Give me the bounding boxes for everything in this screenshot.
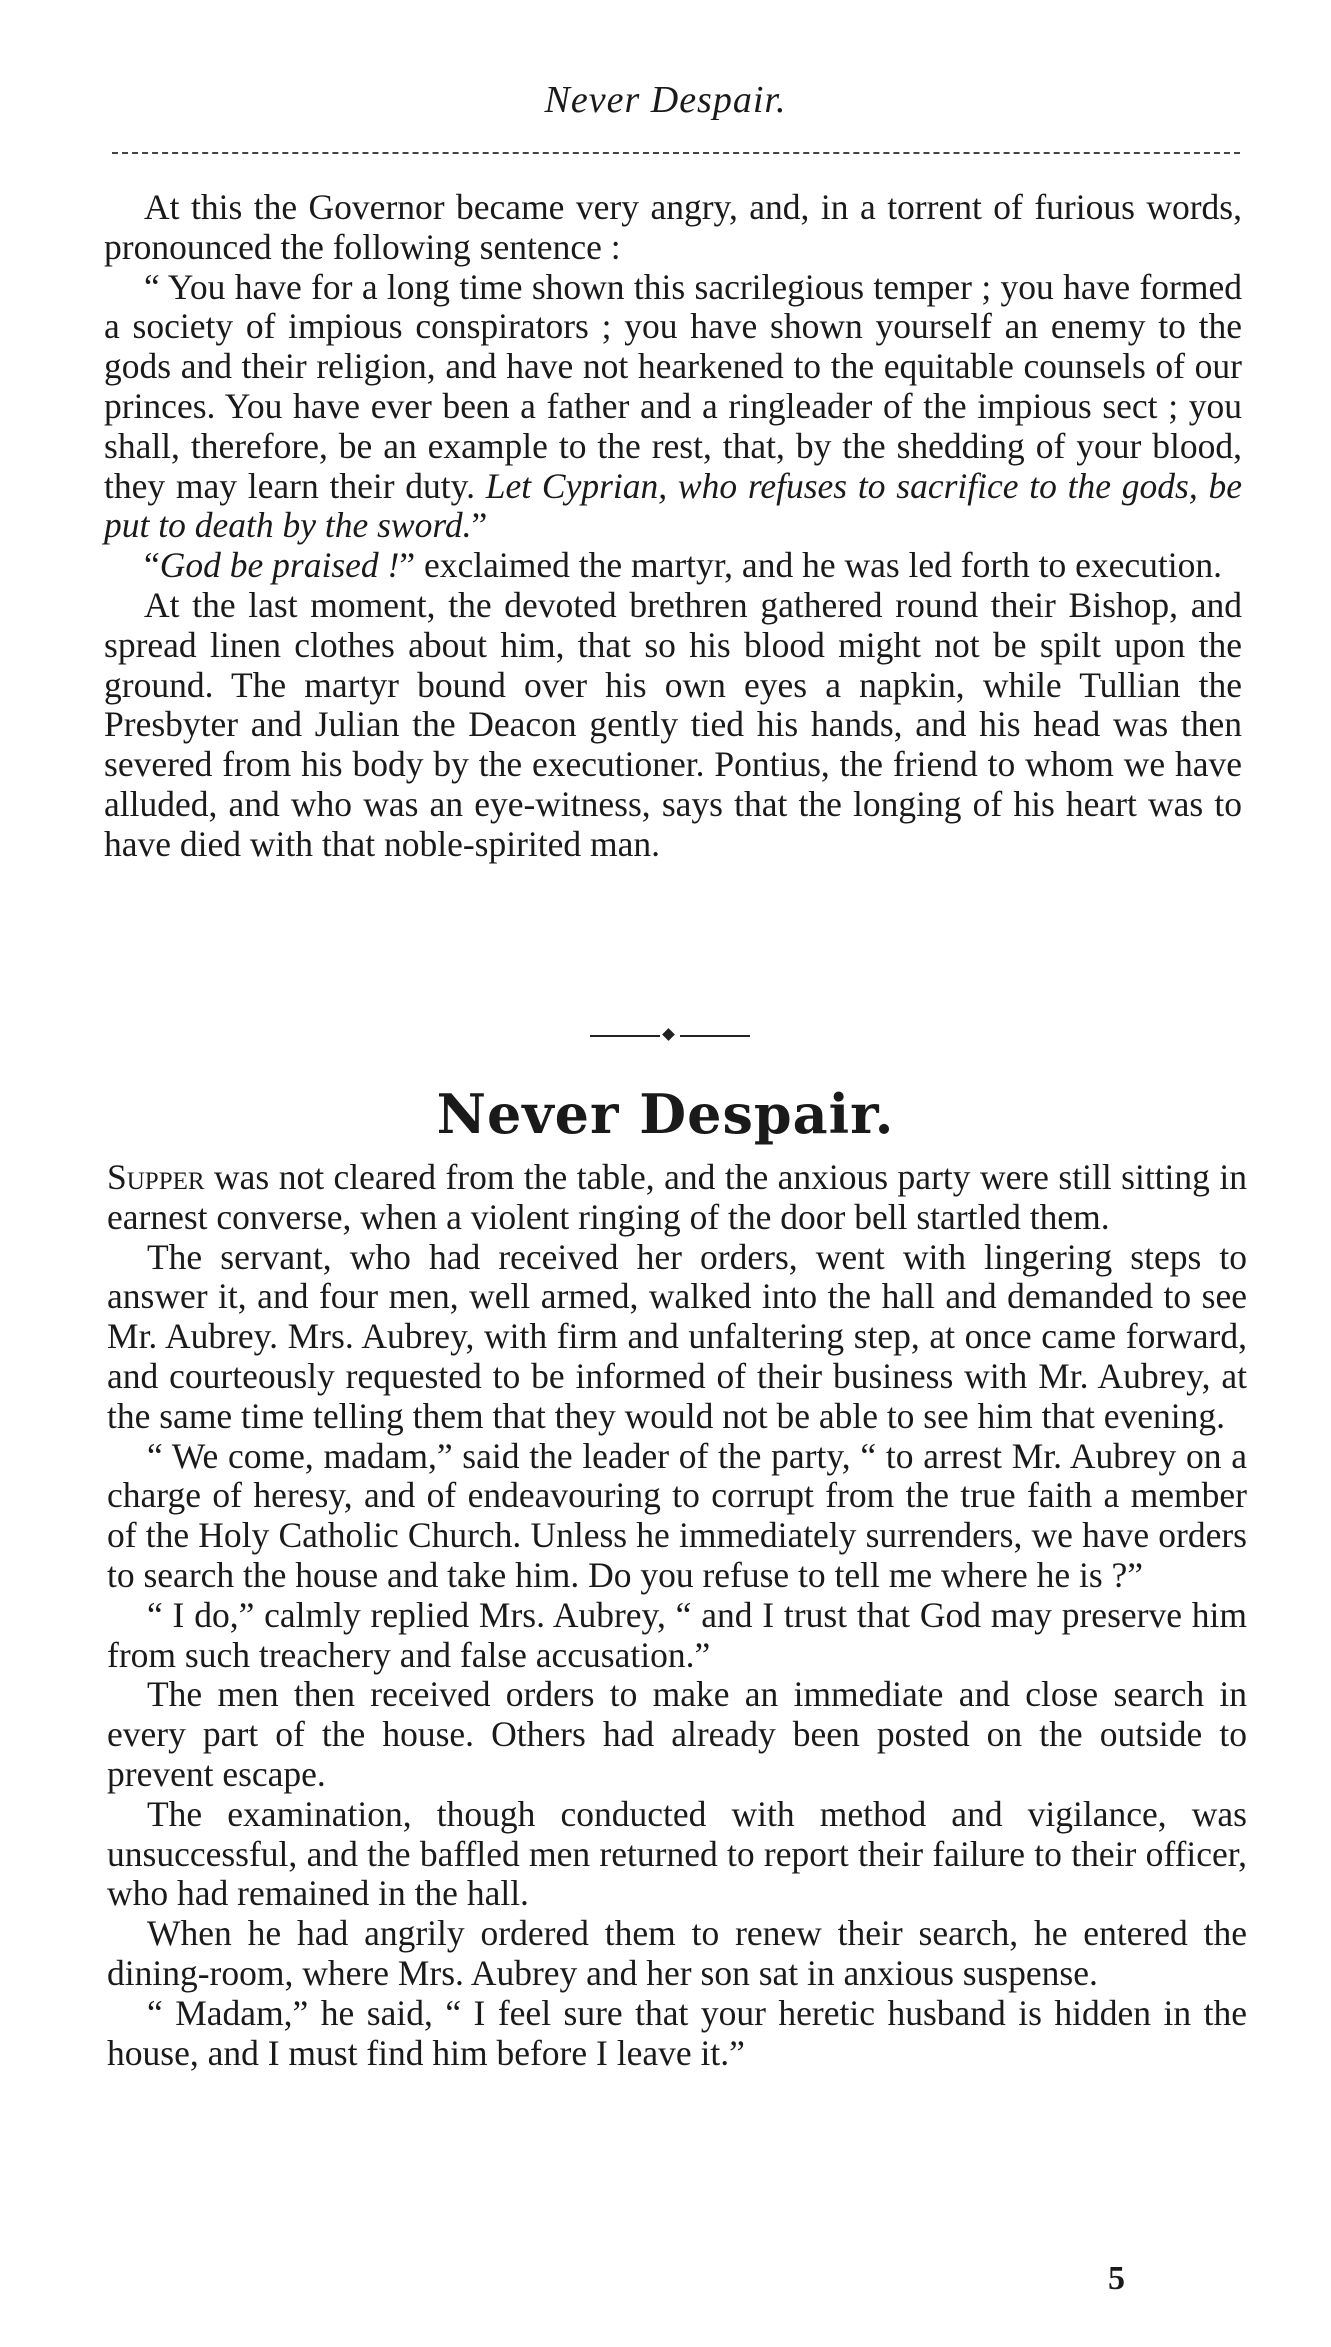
diamond-ornament-icon [662, 1028, 675, 1041]
paragraph [104, 546, 1242, 586]
story-text-column [107, 1158, 1247, 2073]
paragraph [107, 1158, 1247, 1238]
paragraph: The examination, though conducted with method and vigilance, was unsuccessful, and the baffled men returned to report their failure to their officer, who had remained in the hall. [107, 1793, 1247, 1914]
paragraph: “ I do,” calmly replied Mrs. Aubrey, “ and I trust that God may preserve him from such treachery and false accusation.” [107, 1594, 1247, 1675]
paragraph: “ Madam,” he said, “ I feel sure that your heretic husband is hidden in the house, and I must find him before I leave it.” [107, 1992, 1247, 2073]
paragraph: The servant, who had received her orders, went with lingering steps to answer it, and four men, well armed, walked into the hall and demanded to see Mr. Aubrey. Mrs. Aubrey, with firm and unfaltering step, at once came forward, and courteously requested to be informed of their business with Mr. Aubrey, at the same time telling them that they would not be able to see him that evening. [107, 1236, 1247, 1436]
section-divider-ornament [590, 1030, 750, 1042]
paragraph: The men then received orders to make an immediate and close search in every part of the house. Others had already been posted on the outside to prevent escape. [107, 1674, 1247, 1794]
cyprian-text-column [104, 188, 1242, 865]
divider-line [590, 1035, 660, 1037]
divider-line [680, 1035, 750, 1037]
paragraph: At this the Governor became very angry, and, in a torrent of furious words, pronounced the following sentence : [104, 187, 1242, 267]
text-run: ” [471, 505, 488, 546]
paragraph [104, 268, 1242, 547]
section-title: Never Despair. [436, 1082, 895, 1146]
paragraph: At the last moment, the devoted brethren gathered round their Bishop, and spread linen clothes about him, that so his blood might not be spilt upon the ground. The martyr bound over his own eyes a napkin, while Tullian the Presbyter and Julian the Deacon gently tied his hands, and his head was then severed from his body by the executioner. Pontius, the friend to whom we have alluded, and who was an eye-witness, says that the longing of his heart was to have died with that noble-spirited man. [104, 584, 1242, 864]
text-run: “ You have for a long time shown this sacrilegious temper ; you have formed a society of impious conspirators ; you have shown yourself an enemy to the gods and their religion, and have not hearkened to the equitable counsels of our princes. You have ever been a father and a ringleader of the impious sect ; you shall, therefore, be an example to the rest, that, by the shedding of your blood, they may learn their duty. [104, 266, 1242, 506]
running-head: Never Despair. [544, 79, 787, 121]
italic-text-run: Let Cyprian, who refuses to sacrifice to the gods, be put to death by the sword. [104, 465, 1242, 546]
small-caps-opening-word: Supper [107, 1157, 205, 1197]
page-number: 5 [1108, 2260, 1125, 2297]
text-run: was not cleared from the table, and the anxious party were still sitting in earnest converse, when a violent ringing of the door bell startled them. [107, 1157, 1247, 1237]
text-run: “ [144, 545, 160, 586]
paragraph: “ We come, madam,” said the leader of the party, “ to arrest Mr. Aubrey on a charge of heresy, and of endeavouring to corrupt from the true faith a member of the Holy Catholic Church. Unless he immediately surrenders, we have orders to search the house and take him. Do you refuse to tell me where he is ?” [107, 1435, 1247, 1595]
text-run: ” exclaimed the martyr, and he was led forth to execution. [399, 545, 1223, 586]
paragraph: When he had angrily ordered them to renew their search, he entered the dining-room, where Mrs. Aubrey and her son sat in anxious suspense. [107, 1913, 1247, 1993]
italic-text-run: God be praised ! [159, 545, 400, 586]
header-rule [112, 152, 1240, 154]
